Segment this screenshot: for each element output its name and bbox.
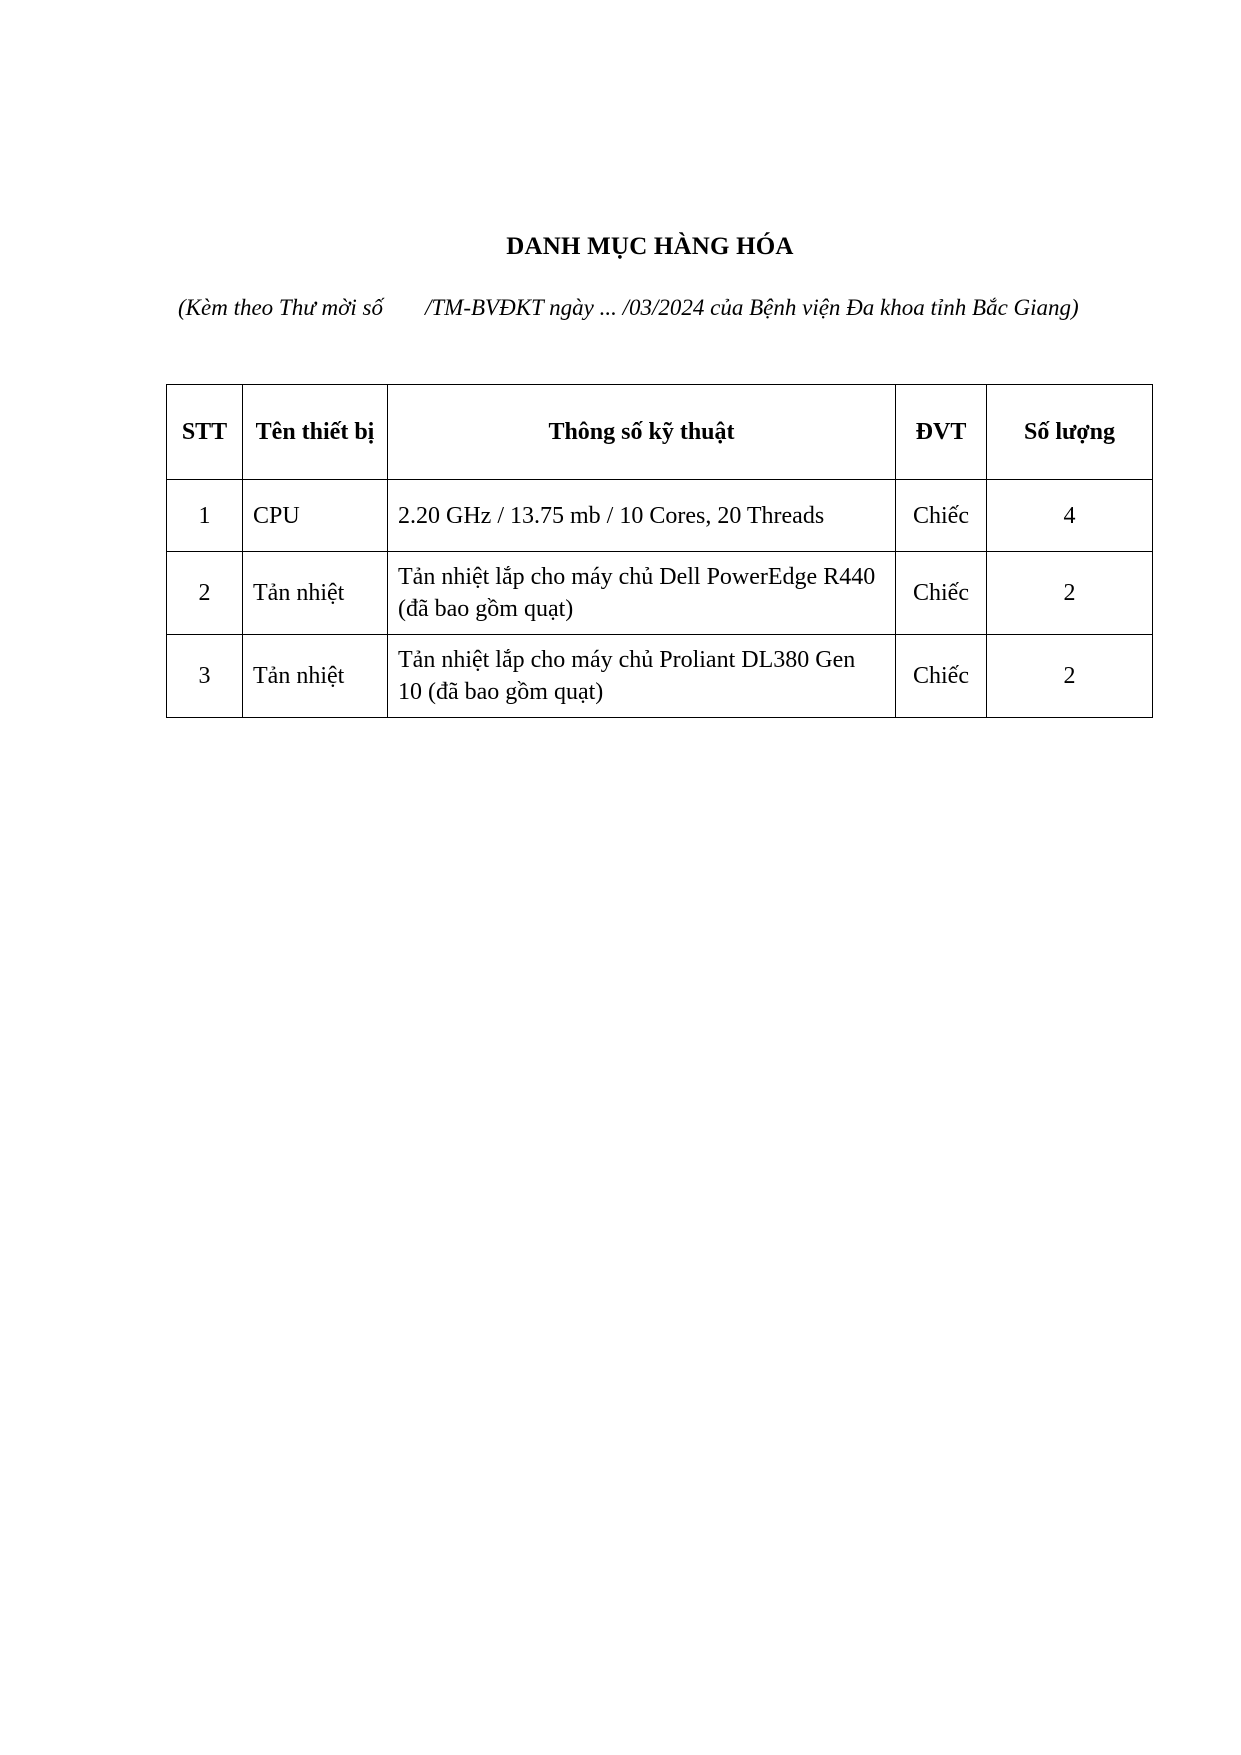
subtitle-part-2: /TM-BVĐKT ngày ... /03/2024 của Bệnh viện Đa khoa tỉnh Bắc Giang) — [424, 295, 1079, 320]
table-row — [167, 552, 1153, 635]
header-quantity: Số lượng — [987, 385, 1153, 480]
goods-table — [166, 384, 1153, 718]
cell-unit: Chiếc — [896, 480, 987, 552]
cell-stt: 2 — [167, 552, 243, 635]
cell-quantity: 2 — [987, 552, 1153, 635]
cell-specification: Tản nhiệt lắp cho máy chủ Proliant DL380 Gen 10 (đã bao gồm quạt) — [388, 635, 896, 718]
cell-stt: 1 — [167, 480, 243, 552]
cell-device-name: Tản nhiệt — [243, 635, 388, 718]
header-stt: STT — [167, 385, 243, 480]
document-subtitle — [178, 290, 1126, 325]
table-row — [167, 480, 1153, 552]
cell-unit: Chiếc — [896, 552, 987, 635]
cell-device-name: Tản nhiệt — [243, 552, 388, 635]
header-specification: Thông số kỹ thuật — [388, 385, 896, 480]
cell-specification: Tản nhiệt lắp cho máy chủ Dell PowerEdge R440 (đã bao gồm quạt) — [388, 552, 896, 635]
header-device-name: Tên thiết bị — [243, 385, 388, 480]
subtitle-part-1: (Kèm theo Thư mời số — [178, 295, 383, 320]
cell-quantity: 2 — [987, 635, 1153, 718]
cell-device-name: CPU — [243, 480, 388, 552]
cell-quantity: 4 — [987, 480, 1153, 552]
document-title: DANH MỤC HÀNG HÓA — [506, 233, 794, 260]
table-row — [167, 635, 1153, 718]
cell-specification: 2.20 GHz / 13.75 mb / 10 Cores, 20 Threads — [388, 480, 896, 552]
table-header-row — [167, 385, 1153, 480]
header-unit: ĐVT — [896, 385, 987, 480]
cell-stt: 3 — [167, 635, 243, 718]
cell-unit: Chiếc — [896, 635, 987, 718]
